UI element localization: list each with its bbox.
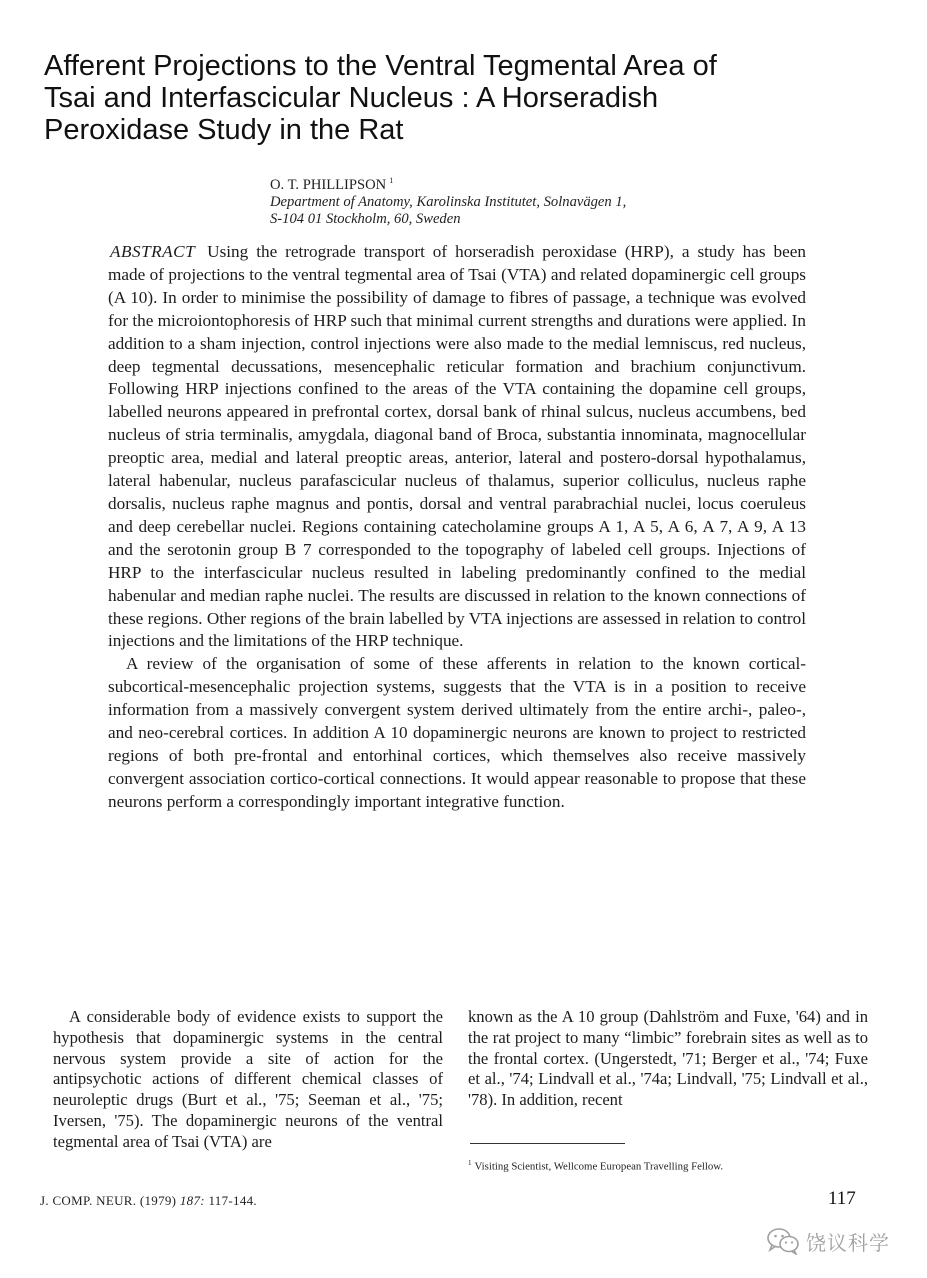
- author-footnote-mark: 1: [389, 176, 394, 185]
- abstract-text-1: Using the retrograde transport of horseradish peroxidase (HRP), a study has been made of projections to the ventral tegmental area of Tsai (VTA) and related dopaminergic cell groups (A 10). In order to minimise the possibility of damage to fibres of passage, a technique was evolved for the microiontophoresis of HRP such that minimal current strengths and durations were applied. In addition to a sham injection, control injections were also made to the medial lemniscus, red nucleus, deep tegmental decussations, mesencephalic reticular formation and brachium conjunctivum. Following HRP injections confined to the areas of the VTA containing the dopamine cell groups, labelled neurons appeared in prefrontal cortex, dorsal bank of rhinal sulcus, nucleus accumbens, bed nucleus of stria terminalis, amygdala, diagonal band of Broca, substantia innominata, magnocellular preoptic area, medial and lateral preoptic areas, anterior, lateral and postero-dorsal hypothalamus, lateral habenular, nucleus parafascicular nucleus of thalamus, superior colliculus, nucleus raphe dorsalis, nucleus raphe magnus and pontis, dorsal and ventral parabrachial nuclei, locus coeruleus and deep cerebellar nuclei. Regions containing catecholamine groups A 1, A 5, A 6, A 7, A 9, A 13 and the serotonin group B 7 corresponded to the topography of labeled cell groups. Injections of HRP to the interfascicular nucleus resulted in labeling predominantly confined to the medial habenular and median raphe nuclei. The results are discussed in relation to the known connections of these regions. Other regions of the brain labelled by VTA injections are assessed in relation to control injections and the limitations of the HRP technique.: [108, 242, 806, 651]
- watermark: [766, 1226, 890, 1256]
- watermark-text: 饶议科学: [806, 1230, 890, 1255]
- byline: [270, 172, 830, 228]
- journal-reference: [40, 1193, 257, 1209]
- abstract-paragraph-1: [108, 241, 806, 653]
- body-right-column: known as the A 10 group (Dahlström and Fuxe, '64) and in the rat project to many “limbic” forebrain sites as well as to the frontal cortex. (Ungerstedt, '71; Berger et al., '74; Fuxe et al., '74; Lindvall et al., '74a; Lindvall, '75; Lindvall et al., '78). In addition, recent: [468, 1007, 868, 1110]
- wechat-icon: [766, 1227, 800, 1255]
- footnote-mark: 1: [468, 1159, 472, 1167]
- abstract: [108, 241, 806, 814]
- affiliation-line-1: Department of Anatomy, Karolinska Institutet, Solnavägen 1,: [270, 193, 627, 210]
- journal-ref-pages: 117-144.: [208, 1193, 257, 1208]
- body-left-column: A considerable body of evidence exists to support the hypothesis that dopaminergic systems in the central nervous system provide a site of action for the antipsychotic actions of different chemical classes of neuroleptic drugs (Burt et al., '75; Seeman et al., '75; Iversen, '75). The dopaminergic neurons of the ventral tegmental area of Tsai (VTA) are: [53, 1007, 443, 1151]
- journal-ref-volume: 187:: [179, 1193, 205, 1208]
- journal-ref-prefix: J. COMP. NEUR. (1979): [40, 1193, 177, 1208]
- affiliation-line-2: S-104 01 Stockholm, 60, Sweden: [270, 210, 461, 227]
- footnote: [468, 1157, 868, 1174]
- page-number: 117: [828, 1188, 856, 1209]
- author-line: [270, 172, 830, 194]
- paper-title: Afferent Projections to the Ventral Tegmental Area of Tsai and Interfascicular Nucleus : A Horseradish Peroxidase Study in the Rat: [44, 50, 717, 146]
- footnote-text: Visiting Scientist, Wellcome European Travelling Fellow.: [474, 1160, 724, 1173]
- abstract-label: ABSTRACT: [110, 242, 196, 261]
- body-columns: [53, 1007, 868, 1177]
- author-name: O. T. PHILLIPSON: [270, 176, 387, 193]
- footnote-divider: [470, 1143, 625, 1144]
- abstract-paragraph-2: A review of the organisation of some of these afferents in relation to the known cortical-subcortical-mesencephalic projection systems, suggests that the VTA is in a position to receive information from a massively convergent system derived ultimately from the entire archi-, paleo-, and neo-cerebral cortices. In addition A 10 dopaminergic neurons are known to project to restricted regions of both pre-frontal and entorhinal cortices, which themselves also receive massively convergent association cortico-cortical connections. It would appear reasonable to propose that these neurons perform a correspondingly important integrative function.: [108, 654, 806, 811]
